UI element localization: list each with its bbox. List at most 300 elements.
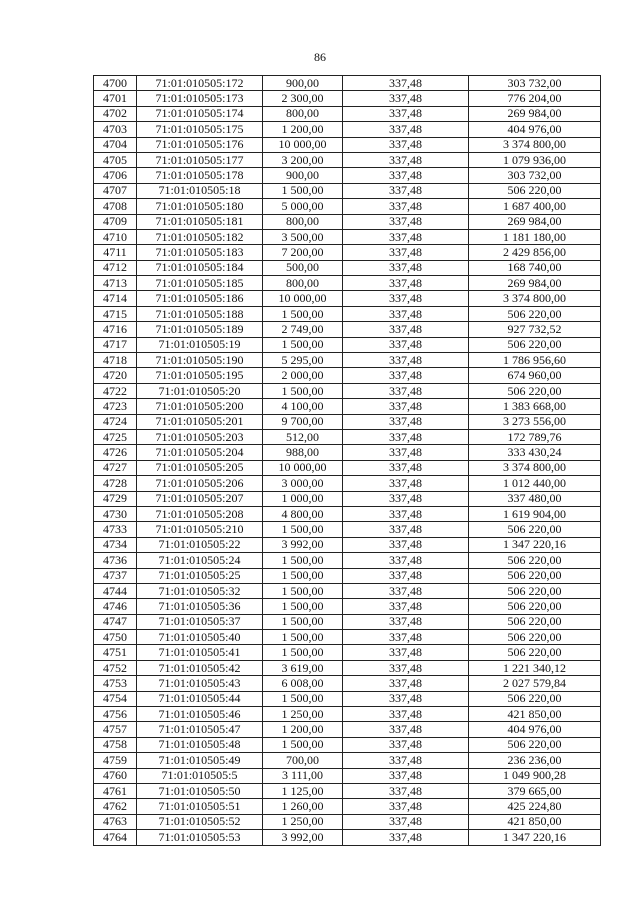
cadastral-value-cell: 506 220,00 — [469, 614, 601, 629]
cadastral-value-cell: 1 383 668,00 — [469, 399, 601, 414]
cadastral-value-cell: 2 429 856,00 — [469, 245, 601, 260]
row-number-cell: 4764 — [94, 830, 137, 845]
area-cell: 1 200,00 — [263, 122, 343, 137]
specific-value-cell: 337,48 — [343, 537, 469, 552]
cadastral-value-cell: 404 976,00 — [469, 122, 601, 137]
table-row — [94, 168, 601, 183]
cadastral-value-cell: 506 220,00 — [469, 599, 601, 614]
area-cell: 3 619,00 — [263, 660, 343, 675]
cadastral-value-cell: 1 012 440,00 — [469, 476, 601, 491]
row-number-cell: 4726 — [94, 445, 137, 460]
cadastral-number-cell: 71:01:010505:48 — [137, 737, 263, 752]
table-row — [94, 445, 601, 460]
cadastral-value-cell: 3 374 800,00 — [469, 137, 601, 152]
row-number-cell: 4751 — [94, 645, 137, 660]
cadastral-value-table — [93, 75, 601, 846]
cadastral-number-cell: 71:01:010505:188 — [137, 306, 263, 321]
row-number-cell: 4709 — [94, 214, 137, 229]
cadastral-value-cell: 506 220,00 — [469, 553, 601, 568]
cadastral-number-cell: 71:01:010505:47 — [137, 722, 263, 737]
cadastral-number-cell: 71:01:010505:210 — [137, 522, 263, 537]
cadastral-value-cell: 506 220,00 — [469, 306, 601, 321]
cadastral-value-cell: 506 220,00 — [469, 630, 601, 645]
table-row — [94, 676, 601, 691]
area-cell: 10 000,00 — [263, 291, 343, 306]
cadastral-value-cell: 269 984,00 — [469, 214, 601, 229]
row-number-cell: 4753 — [94, 676, 137, 691]
cadastral-value-cell: 674 960,00 — [469, 368, 601, 383]
row-number-cell: 4714 — [94, 291, 137, 306]
row-number-cell: 4757 — [94, 722, 137, 737]
area-cell: 3 111,00 — [263, 768, 343, 783]
area-cell: 5 295,00 — [263, 353, 343, 368]
table-row — [94, 152, 601, 167]
specific-value-cell: 337,48 — [343, 199, 469, 214]
table-row — [94, 753, 601, 768]
specific-value-cell: 337,48 — [343, 429, 469, 444]
area-cell: 800,00 — [263, 276, 343, 291]
row-number-cell: 4759 — [94, 753, 137, 768]
area-cell: 2 749,00 — [263, 322, 343, 337]
row-number-cell: 4744 — [94, 583, 137, 598]
row-number-cell: 4710 — [94, 229, 137, 244]
cadastral-value-cell: 421 850,00 — [469, 814, 601, 829]
area-cell: 500,00 — [263, 260, 343, 275]
row-number-cell: 4723 — [94, 399, 137, 414]
area-cell: 2 300,00 — [263, 91, 343, 106]
cadastral-number-cell: 71:01:010505:46 — [137, 707, 263, 722]
cadastral-value-cell: 506 220,00 — [469, 737, 601, 752]
row-number-cell: 4733 — [94, 522, 137, 537]
cadastral-number-cell: 71:01:010505:173 — [137, 91, 263, 106]
area-cell: 3 200,00 — [263, 152, 343, 167]
cadastral-value-cell: 404 976,00 — [469, 722, 601, 737]
cadastral-number-cell: 71:01:010505:37 — [137, 614, 263, 629]
row-number-cell: 4707 — [94, 183, 137, 198]
row-number-cell: 4747 — [94, 614, 137, 629]
table-row — [94, 614, 601, 629]
row-number-cell: 4718 — [94, 353, 137, 368]
cadastral-number-cell: 71:01:010505:201 — [137, 414, 263, 429]
area-cell: 9 700,00 — [263, 414, 343, 429]
row-number-cell: 4725 — [94, 429, 137, 444]
specific-value-cell: 337,48 — [343, 676, 469, 691]
cadastral-value-cell: 1 079 936,00 — [469, 152, 601, 167]
cadastral-value-cell: 506 220,00 — [469, 568, 601, 583]
cadastral-value-cell: 1 347 220,16 — [469, 830, 601, 845]
row-number-cell: 4737 — [94, 568, 137, 583]
cadastral-number-cell: 71:01:010505:200 — [137, 399, 263, 414]
table-row — [94, 583, 601, 598]
row-number-cell: 4700 — [94, 76, 137, 91]
row-number-cell: 4727 — [94, 460, 137, 475]
area-cell: 1 200,00 — [263, 722, 343, 737]
row-number-cell: 4702 — [94, 106, 137, 121]
area-cell: 700,00 — [263, 753, 343, 768]
page-number: 86 — [314, 50, 326, 64]
area-cell: 5 000,00 — [263, 199, 343, 214]
cadastral-value-cell: 269 984,00 — [469, 276, 601, 291]
specific-value-cell: 337,48 — [343, 660, 469, 675]
specific-value-cell: 337,48 — [343, 799, 469, 814]
cadastral-value-cell: 1 181 180,00 — [469, 229, 601, 244]
cadastral-value-cell: 1 687 400,00 — [469, 199, 601, 214]
cadastral-number-cell: 71:01:010505:53 — [137, 830, 263, 845]
area-cell: 7 200,00 — [263, 245, 343, 260]
area-cell: 1 500,00 — [263, 522, 343, 537]
table-row — [94, 553, 601, 568]
row-number-cell: 4758 — [94, 737, 137, 752]
row-number-cell: 4761 — [94, 783, 137, 798]
area-cell: 1 260,00 — [263, 799, 343, 814]
table-row — [94, 799, 601, 814]
table-row — [94, 660, 601, 675]
cadastral-number-cell: 71:01:010505:205 — [137, 460, 263, 475]
area-cell: 1 500,00 — [263, 599, 343, 614]
cadastral-value-cell: 3 374 800,00 — [469, 460, 601, 475]
cadastral-value-cell: 2 027 579,84 — [469, 676, 601, 691]
specific-value-cell: 337,48 — [343, 214, 469, 229]
specific-value-cell: 337,48 — [343, 91, 469, 106]
table-row — [94, 599, 601, 614]
cadastral-number-cell: 71:01:010505:19 — [137, 337, 263, 352]
area-cell: 4 100,00 — [263, 399, 343, 414]
table-row — [94, 245, 601, 260]
specific-value-cell: 337,48 — [343, 152, 469, 167]
specific-value-cell: 337,48 — [343, 414, 469, 429]
specific-value-cell: 337,48 — [343, 168, 469, 183]
cadastral-value-cell: 1 049 900,28 — [469, 768, 601, 783]
cadastral-number-cell: 71:01:010505:195 — [137, 368, 263, 383]
table-row — [94, 353, 601, 368]
specific-value-cell: 337,48 — [343, 768, 469, 783]
cadastral-number-cell: 71:01:010505:208 — [137, 506, 263, 521]
cadastral-number-cell: 71:01:010505:172 — [137, 76, 263, 91]
row-number-cell: 4763 — [94, 814, 137, 829]
specific-value-cell: 337,48 — [343, 707, 469, 722]
specific-value-cell: 337,48 — [343, 460, 469, 475]
table-row — [94, 106, 601, 121]
row-number-cell: 4724 — [94, 414, 137, 429]
table-row — [94, 522, 601, 537]
area-cell: 2 000,00 — [263, 368, 343, 383]
row-number-cell: 4746 — [94, 599, 137, 614]
cadastral-number-cell: 71:01:010505:204 — [137, 445, 263, 460]
area-cell: 1 500,00 — [263, 630, 343, 645]
row-number-cell: 4736 — [94, 553, 137, 568]
cadastral-value-cell: 506 220,00 — [469, 522, 601, 537]
table-row — [94, 783, 601, 798]
table-row — [94, 322, 601, 337]
cadastral-number-cell: 71:01:010505:51 — [137, 799, 263, 814]
cadastral-number-cell: 71:01:010505:177 — [137, 152, 263, 167]
specific-value-cell: 337,48 — [343, 814, 469, 829]
cadastral-number-cell: 71:01:010505:180 — [137, 199, 263, 214]
row-number-cell: 4708 — [94, 199, 137, 214]
area-cell: 1 500,00 — [263, 583, 343, 598]
cadastral-value-cell: 1 347 220,16 — [469, 537, 601, 552]
area-cell: 800,00 — [263, 106, 343, 121]
table-row — [94, 830, 601, 845]
specific-value-cell: 337,48 — [343, 783, 469, 798]
table-row — [94, 368, 601, 383]
cadastral-value-cell: 303 732,00 — [469, 168, 601, 183]
table-row — [94, 183, 601, 198]
table-row — [94, 645, 601, 660]
row-number-cell: 4729 — [94, 491, 137, 506]
specific-value-cell: 337,48 — [343, 476, 469, 491]
specific-value-cell: 337,48 — [343, 583, 469, 598]
table-row — [94, 568, 601, 583]
specific-value-cell: 337,48 — [343, 383, 469, 398]
row-number-cell: 4730 — [94, 506, 137, 521]
cadastral-number-cell: 71:01:010505:32 — [137, 583, 263, 598]
area-cell: 1 500,00 — [263, 553, 343, 568]
cadastral-value-cell: 421 850,00 — [469, 707, 601, 722]
area-cell: 900,00 — [263, 168, 343, 183]
specific-value-cell: 337,48 — [343, 614, 469, 629]
area-cell: 1 500,00 — [263, 183, 343, 198]
row-number-cell: 4711 — [94, 245, 137, 260]
row-number-cell: 4706 — [94, 168, 137, 183]
cadastral-number-cell: 71:01:010505:24 — [137, 553, 263, 568]
cadastral-number-cell: 71:01:010505:40 — [137, 630, 263, 645]
table-row — [94, 122, 601, 137]
specific-value-cell: 337,48 — [343, 753, 469, 768]
row-number-cell: 4713 — [94, 276, 137, 291]
row-number-cell: 4756 — [94, 707, 137, 722]
cadastral-number-cell: 71:01:010505:43 — [137, 676, 263, 691]
table-row — [94, 707, 601, 722]
row-number-cell: 4750 — [94, 630, 137, 645]
table-row — [94, 691, 601, 706]
cadastral-number-cell: 71:01:010505:18 — [137, 183, 263, 198]
cadastral-number-cell: 71:01:010505:181 — [137, 214, 263, 229]
cadastral-number-cell: 71:01:010505:189 — [137, 322, 263, 337]
table-row — [94, 76, 601, 91]
cadastral-value-cell: 379 665,00 — [469, 783, 601, 798]
area-cell: 1 500,00 — [263, 691, 343, 706]
area-cell: 3 992,00 — [263, 537, 343, 552]
cadastral-number-cell: 71:01:010505:41 — [137, 645, 263, 660]
specific-value-cell: 337,48 — [343, 399, 469, 414]
table-row — [94, 506, 601, 521]
cadastral-value-cell: 3 374 800,00 — [469, 291, 601, 306]
cadastral-number-cell: 71:01:010505:175 — [137, 122, 263, 137]
row-number-cell: 4716 — [94, 322, 137, 337]
cadastral-value-cell: 506 220,00 — [469, 691, 601, 706]
cadastral-number-cell: 71:01:010505:185 — [137, 276, 263, 291]
table-row — [94, 306, 601, 321]
row-number-cell: 4752 — [94, 660, 137, 675]
specific-value-cell: 337,48 — [343, 645, 469, 660]
area-cell: 4 800,00 — [263, 506, 343, 521]
row-number-cell: 4760 — [94, 768, 137, 783]
table-row — [94, 91, 601, 106]
table-row — [94, 214, 601, 229]
area-cell: 1 500,00 — [263, 306, 343, 321]
area-cell: 800,00 — [263, 214, 343, 229]
cadastral-value-cell: 337 480,00 — [469, 491, 601, 506]
area-cell: 1 000,00 — [263, 491, 343, 506]
specific-value-cell: 337,48 — [343, 722, 469, 737]
cadastral-value-cell: 425 224,80 — [469, 799, 601, 814]
specific-value-cell: 337,48 — [343, 353, 469, 368]
table-row — [94, 768, 601, 783]
row-number-cell: 4712 — [94, 260, 137, 275]
cadastral-number-cell: 71:01:010505:206 — [137, 476, 263, 491]
cadastral-number-cell: 71:01:010505:178 — [137, 168, 263, 183]
cadastral-value-cell: 333 430,24 — [469, 445, 601, 460]
table-row — [94, 476, 601, 491]
cadastral-value-cell: 506 220,00 — [469, 583, 601, 598]
table-row — [94, 429, 601, 444]
row-number-cell: 4715 — [94, 306, 137, 321]
area-cell: 1 500,00 — [263, 614, 343, 629]
cadastral-number-cell: 71:01:010505:25 — [137, 568, 263, 583]
specific-value-cell: 337,48 — [343, 491, 469, 506]
cadastral-number-cell: 71:01:010505:203 — [137, 429, 263, 444]
table-row — [94, 537, 601, 552]
table-row — [94, 399, 601, 414]
specific-value-cell: 337,48 — [343, 137, 469, 152]
cadastral-value-cell: 1 221 340,12 — [469, 660, 601, 675]
area-cell: 1 500,00 — [263, 737, 343, 752]
table-row — [94, 137, 601, 152]
area-cell: 1 500,00 — [263, 383, 343, 398]
specific-value-cell: 337,48 — [343, 245, 469, 260]
cadastral-value-cell: 172 789,76 — [469, 429, 601, 444]
cadastral-number-cell: 71:01:010505:183 — [137, 245, 263, 260]
table-row — [94, 737, 601, 752]
table-row — [94, 814, 601, 829]
cadastral-value-cell: 776 204,00 — [469, 91, 601, 106]
row-number-cell: 4722 — [94, 383, 137, 398]
cadastral-number-cell: 71:01:010505:42 — [137, 660, 263, 675]
table-row — [94, 291, 601, 306]
area-cell: 512,00 — [263, 429, 343, 444]
area-cell: 1 500,00 — [263, 337, 343, 352]
specific-value-cell: 337,48 — [343, 830, 469, 845]
specific-value-cell: 337,48 — [343, 522, 469, 537]
area-cell: 10 000,00 — [263, 137, 343, 152]
area-cell: 3 500,00 — [263, 229, 343, 244]
specific-value-cell: 337,48 — [343, 630, 469, 645]
specific-value-cell: 337,48 — [343, 445, 469, 460]
specific-value-cell: 337,48 — [343, 306, 469, 321]
table-row — [94, 460, 601, 475]
specific-value-cell: 337,48 — [343, 737, 469, 752]
cadastral-value-cell: 269 984,00 — [469, 106, 601, 121]
cadastral-number-cell: 71:01:010505:22 — [137, 537, 263, 552]
specific-value-cell: 337,48 — [343, 568, 469, 583]
table-row — [94, 414, 601, 429]
specific-value-cell: 337,48 — [343, 183, 469, 198]
cadastral-number-cell: 71:01:010505:50 — [137, 783, 263, 798]
cadastral-number-cell: 71:01:010505:190 — [137, 353, 263, 368]
specific-value-cell: 337,48 — [343, 276, 469, 291]
cadastral-number-cell: 71:01:010505:49 — [137, 753, 263, 768]
cadastral-number-cell: 71:01:010505:182 — [137, 229, 263, 244]
row-number-cell: 4734 — [94, 537, 137, 552]
cadastral-number-cell: 71:01:010505:52 — [137, 814, 263, 829]
specific-value-cell: 337,48 — [343, 122, 469, 137]
row-number-cell: 4717 — [94, 337, 137, 352]
table-row — [94, 276, 601, 291]
specific-value-cell: 337,48 — [343, 368, 469, 383]
cadastral-number-cell: 71:01:010505:36 — [137, 599, 263, 614]
area-cell: 1 500,00 — [263, 645, 343, 660]
area-cell: 1 250,00 — [263, 707, 343, 722]
row-number-cell: 4704 — [94, 137, 137, 152]
table-row — [94, 199, 601, 214]
cadastral-value-cell: 303 732,00 — [469, 76, 601, 91]
specific-value-cell: 337,48 — [343, 553, 469, 568]
area-cell: 6 008,00 — [263, 676, 343, 691]
row-number-cell: 4705 — [94, 152, 137, 167]
specific-value-cell: 337,48 — [343, 291, 469, 306]
cadastral-value-cell: 236 236,00 — [469, 753, 601, 768]
table-row — [94, 337, 601, 352]
cadastral-number-cell: 71:01:010505:20 — [137, 383, 263, 398]
area-cell: 900,00 — [263, 76, 343, 91]
table-row — [94, 229, 601, 244]
cadastral-number-cell: 71:01:010505:184 — [137, 260, 263, 275]
cadastral-number-cell: 71:01:010505:174 — [137, 106, 263, 121]
cadastral-value-cell: 168 740,00 — [469, 260, 601, 275]
specific-value-cell: 337,48 — [343, 599, 469, 614]
specific-value-cell: 337,48 — [343, 506, 469, 521]
row-number-cell: 4703 — [94, 122, 137, 137]
area-cell: 1 125,00 — [263, 783, 343, 798]
cadastral-number-cell: 71:01:010505:207 — [137, 491, 263, 506]
area-cell: 3 000,00 — [263, 476, 343, 491]
specific-value-cell: 337,48 — [343, 337, 469, 352]
cadastral-value-cell: 506 220,00 — [469, 337, 601, 352]
cadastral-value-cell: 3 273 556,00 — [469, 414, 601, 429]
cadastral-number-cell: 71:01:010505:44 — [137, 691, 263, 706]
area-cell: 988,00 — [263, 445, 343, 460]
table-row — [94, 722, 601, 737]
specific-value-cell: 337,48 — [343, 691, 469, 706]
cadastral-value-cell: 506 220,00 — [469, 383, 601, 398]
row-number-cell: 4754 — [94, 691, 137, 706]
cadastral-number-cell: 71:01:010505:176 — [137, 137, 263, 152]
area-cell: 1 500,00 — [263, 568, 343, 583]
area-cell: 3 992,00 — [263, 830, 343, 845]
specific-value-cell: 337,48 — [343, 106, 469, 121]
table-body — [94, 76, 601, 846]
cadastral-value-cell: 927 732,52 — [469, 322, 601, 337]
cadastral-number-cell: 71:01:010505:186 — [137, 291, 263, 306]
table-row — [94, 630, 601, 645]
row-number-cell: 4762 — [94, 799, 137, 814]
cadastral-value-cell: 506 220,00 — [469, 645, 601, 660]
table-row — [94, 491, 601, 506]
specific-value-cell: 337,48 — [343, 229, 469, 244]
row-number-cell: 4728 — [94, 476, 137, 491]
cadastral-value-cell: 506 220,00 — [469, 183, 601, 198]
row-number-cell: 4720 — [94, 368, 137, 383]
specific-value-cell: 337,48 — [343, 260, 469, 275]
cadastral-value-cell: 1 786 956,60 — [469, 353, 601, 368]
row-number-cell: 4701 — [94, 91, 137, 106]
cadastral-number-cell: 71:01:010505:5 — [137, 768, 263, 783]
specific-value-cell: 337,48 — [343, 76, 469, 91]
cadastral-value-cell: 1 619 904,00 — [469, 506, 601, 521]
area-cell: 10 000,00 — [263, 460, 343, 475]
table-row — [94, 260, 601, 275]
